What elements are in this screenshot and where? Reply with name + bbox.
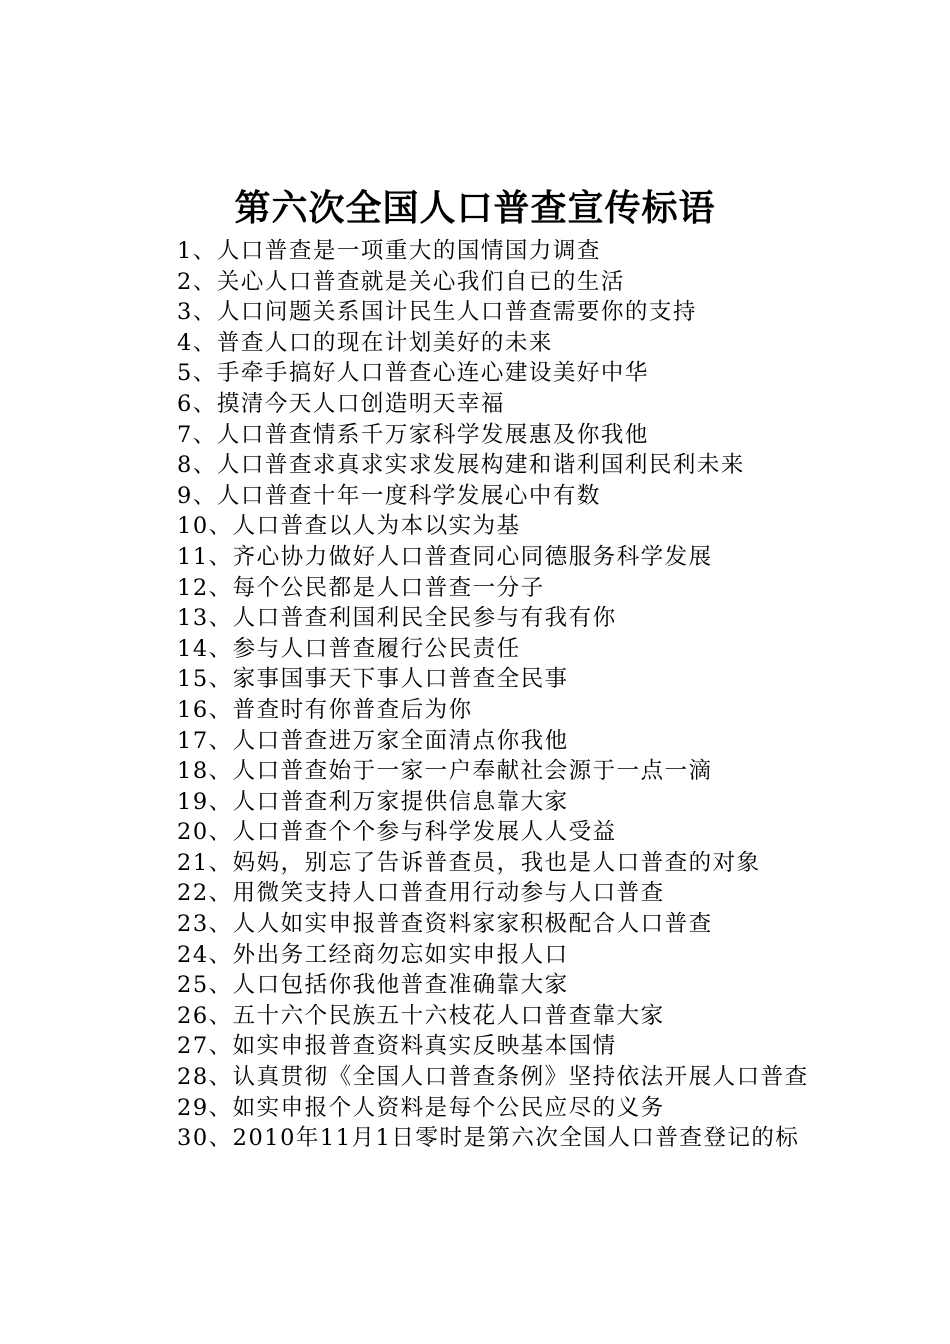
- document-title: 第六次全国人口普查宣传标语: [234, 187, 716, 229]
- list-item: 20、人口普查个个参与科学发展人人受益: [177, 819, 617, 846]
- list-item: 28、认真贯彻《全国人口普查条例》坚持依法开展人口普查: [177, 1064, 809, 1091]
- list-item: 22、用微笑支持人口普查用行动参与人口普查: [177, 880, 665, 907]
- list-item: 15、家事国事天下事人口普查全民事: [177, 666, 569, 693]
- list-item: 21、妈妈，别忘了告诉普查员，我也是人口普查的对象: [177, 849, 761, 876]
- list-item: 19、人口普查利万家提供信息靠大家: [177, 788, 569, 815]
- list-item: 13、人口普查利国利民全民参与有我有你: [177, 605, 617, 632]
- list-item: 25、人口包括你我他普查准确靠大家: [177, 972, 569, 999]
- list-item: 5、手牵手搞好人口普查心连心建设美好中华: [177, 360, 649, 387]
- list-item: 12、每个公民都是人口普查一分子: [177, 574, 545, 601]
- list-item: 17、人口普查进万家全面清点你我他: [177, 727, 569, 754]
- list-item: 10、人口普查以人为本以实为基: [177, 513, 521, 540]
- list-item: 16、普查时有你普查后为你: [177, 696, 473, 723]
- slogan-list: [131, 236, 831, 1154]
- list-item: 14、参与人口普查履行公民责任: [177, 635, 521, 662]
- list-item: 6、摸清今天人口创造明天幸福: [177, 390, 505, 417]
- list-item: 2、关心人口普查就是关心我们自已的生活: [177, 268, 625, 295]
- list-item: 4、普查人口的现在计划美好的未来: [177, 329, 553, 356]
- list-item: 11、齐心协力做好人口普查同心同德服务科学发展: [177, 543, 713, 570]
- list-item: 30、2010年11月1日零时是第六次全国人口普查登记的标: [177, 1125, 800, 1152]
- list-item: 3、人口问题关系国计民生人口普查需要你的支持: [177, 299, 697, 326]
- list-item: 7、人口普查情系千万家科学发展惠及你我他: [177, 421, 649, 448]
- list-item: 26、五十六个民族五十六枝花人口普查靠大家: [177, 1002, 665, 1029]
- list-item: 23、人人如实申报普查资料家家积极配合人口普查: [177, 911, 713, 938]
- list-item: 9、人口普查十年一度科学发展心中有数: [177, 482, 601, 509]
- list-item: 29、如实申报个人资料是每个公民应尽的义务: [177, 1094, 665, 1121]
- list-item: 18、人口普查始于一家一户奉献社会源于一点一滴: [177, 758, 713, 785]
- list-item: 1、人口普查是一项重大的国情国力调查: [177, 238, 601, 264]
- list-item: 27、如实申报普查资料真实反映基本国情: [177, 1033, 617, 1060]
- list-item: 24、外出务工经商勿忘如实申报人口: [177, 941, 569, 968]
- list-item: 8、人口普查求真求实求发展构建和谐利国利民利未来: [177, 452, 745, 479]
